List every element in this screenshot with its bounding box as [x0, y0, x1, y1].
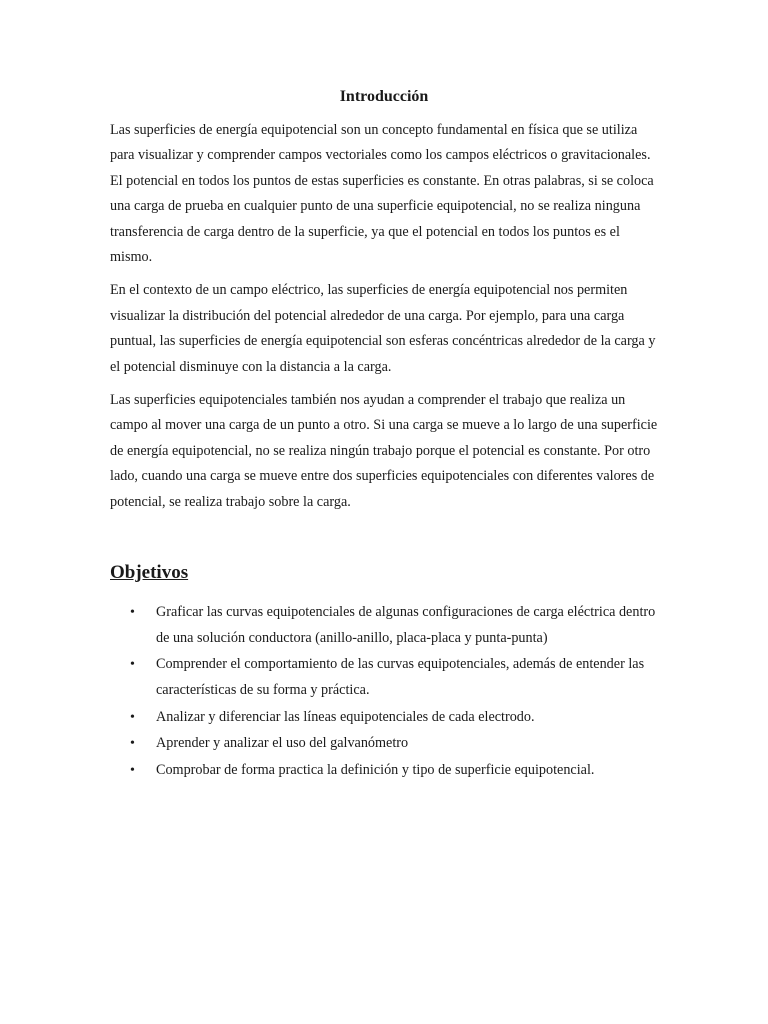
intro-paragraph-3: Las superficies equipotenciales también nos ayudan a comprender el trabajo que realiza un campo al mover una carga de un punto a otro. Si una carga se mueve a lo largo de una superficie de energía equipotencial, no se realiza ningún trabajo porque el potencial es constante. Por otro lado, cuando una carga se mueve entre dos superficies equipotenciales con diferentes valores de potencial, se realiza trabajo sobre la carga. [110, 392, 658, 510]
intro-paragraph-2: En el contexto de un campo eléctrico, las superficies de energía equipotencial nos permiten visualizar la distribución del potencial alrededor de una carga. Por ejemplo, para una carga puntual, las superficies de energía equipotencial son esferas concéntricas alrededor de la carga y el potencial disminuye con la distancia a la carga. [110, 282, 656, 375]
document-page [110, 84, 658, 785]
objective-item [110, 731, 658, 756]
objectives-list [110, 600, 658, 783]
bullet-icon: • [130, 605, 135, 621]
objectives-heading: Objetivos [110, 562, 189, 584]
objective-item [110, 758, 658, 783]
introduction-heading: Introducción [339, 88, 429, 105]
bullet-icon: • [130, 736, 135, 752]
objective-text: Analizar y diferenciar las líneas equipotenciales de cada electrodo. [156, 708, 535, 725]
objective-item [110, 600, 658, 651]
objective-item [110, 652, 658, 703]
bullet-icon: • [130, 709, 135, 725]
objective-text: Comprobar de forma practica la definición y tipo de superficie equipotencial. [156, 762, 595, 779]
objective-text: Graficar las curvas equipotenciales de algunas configuraciones de carga eléctrica dentro de una solución conductora (anillo-anillo, placa-placa y punta-punta) [156, 604, 656, 646]
bullet-icon: • [130, 763, 135, 779]
objective-text: Aprender y analizar el uso del galvanómetro [156, 735, 409, 752]
intro-paragraph-1: Las superficies de energía equipotencial son un concepto fundamental en física que se utiliza para visualizar y comprender campos vectoriales como los campos eléctricos o gravitacionales. El potencial en todos los puntos de estas superficies es constante. En otras palabras, si se coloca una carga de prueba en cualquier punto de una superficie equipotencial, no se realiza ninguna transferencia de carga dentro de la superficie, ya que el potencial en todos los puntos es el mismo. [110, 122, 654, 266]
objective-item [110, 705, 658, 730]
objective-text: Comprender el comportamiento de las curvas equipotenciales, además de entender las características de su forma y práctica. [156, 656, 645, 698]
bullet-icon: • [130, 657, 135, 673]
